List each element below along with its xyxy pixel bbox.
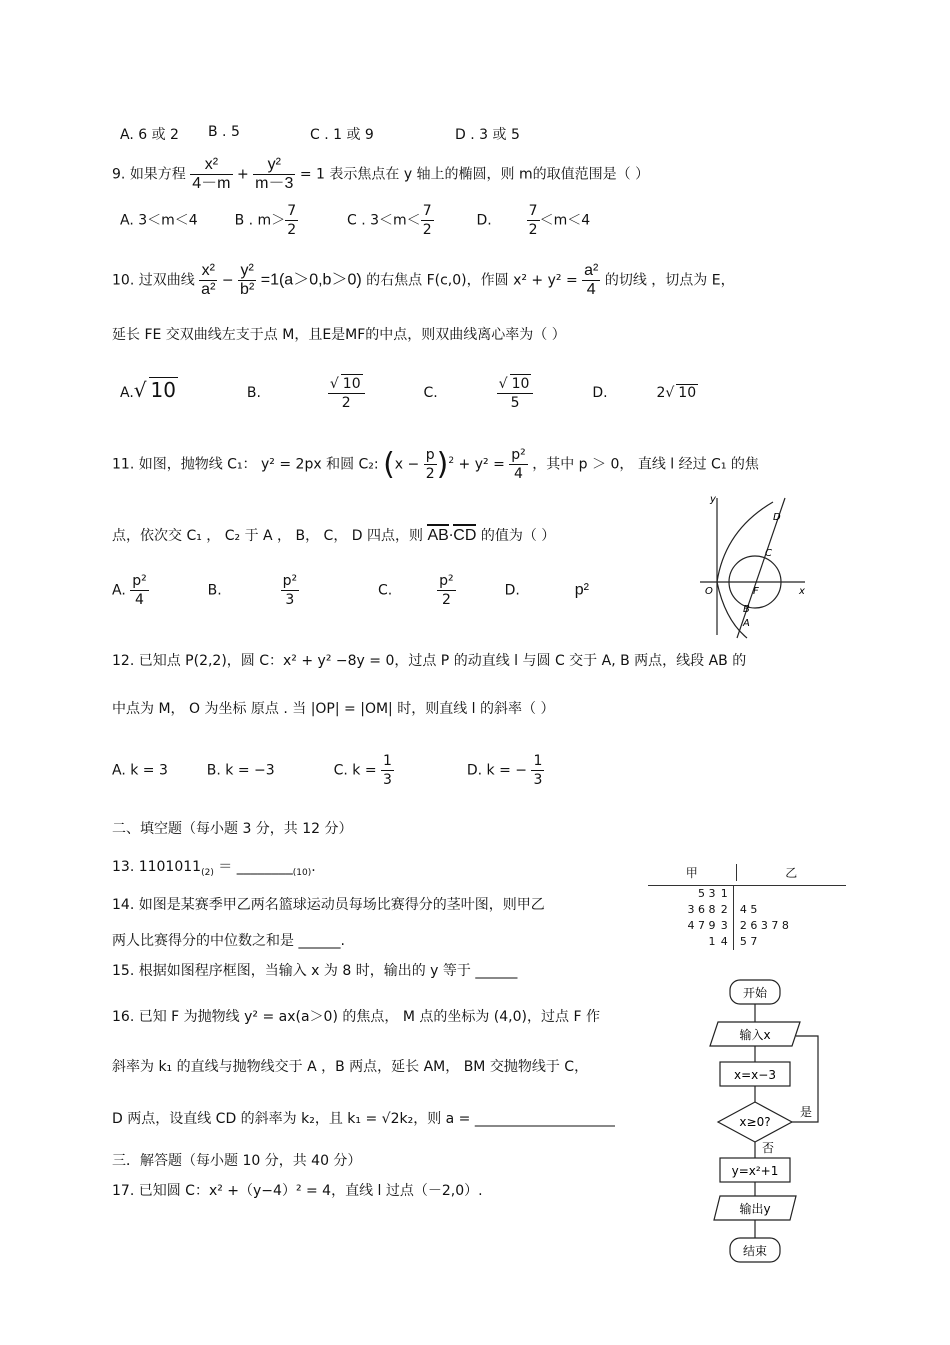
section-3-heading: 三．解答题（每小题 10 分，共 40 分） bbox=[112, 1153, 362, 1169]
stem-leaf-row bbox=[648, 934, 846, 950]
q11-options: A. $\frac{\text{p²}}{4}$ B. $\frac{\text{p²}}{3}$ C. $\frac{\text{p²}}{2}$ D. p² bbox=[112, 573, 589, 608]
q14-line1: 14. 如图是某赛季甲乙两名篮球运动员每场比赛得分的茎叶图，则甲乙 bbox=[112, 897, 545, 913]
no-label: 否 bbox=[762, 1141, 775, 1155]
stem: 1 bbox=[720, 887, 728, 900]
label-b: B bbox=[743, 604, 750, 615]
q12-line1: 12. 已知点 P(2,2)，圆 C：x² + y² −8y = 0，过点 P 的动直线 l 与圆 C 交于 A, B 两点，线段 AB 的 bbox=[112, 653, 747, 669]
q11-figure bbox=[695, 490, 810, 640]
q8-option-a: A. 6 或 2 bbox=[120, 127, 179, 143]
label-d: D bbox=[773, 512, 781, 523]
yes-label: 是 bbox=[800, 1105, 813, 1119]
condition-label: x≥0? bbox=[739, 1115, 771, 1129]
q16-line1: 16. 已知 F 为抛物线 y² = ax(a＞0) 的焦点， M 点的坐标为 (4,0)，过点 F 作 bbox=[112, 1009, 600, 1025]
right-leaves bbox=[733, 886, 846, 902]
label-f: F bbox=[753, 586, 759, 597]
stem-leaf-row bbox=[648, 886, 846, 902]
question-11: 11. 如图，抛物线 C₁： y² = 2px 和圆 C₂: (x − $\frac{p}{2}$ )$^2$ + y² = $\frac{\text{p²}}{4}$ ，其中 p ＞ 0， 直线 l 经过 C₁ 的焦 bbox=[112, 447, 759, 482]
left-leaves: 3 6 8 bbox=[687, 903, 716, 916]
right-leaves: 4 5 bbox=[733, 902, 846, 918]
stem-leaf-row bbox=[648, 902, 846, 918]
left-leaves: 5 3 bbox=[698, 887, 716, 900]
label-c: C bbox=[765, 548, 772, 559]
stem: 2 bbox=[720, 903, 728, 916]
q8-option-d: D . 3 或 5 bbox=[455, 127, 520, 143]
q12-options: A. k = 3 B. k = −3 C. k = $\frac{1}{3}$ D. k = − $\frac{1}{3}$ bbox=[112, 753, 543, 788]
section-2-heading: 二、填空题（每小题 3 分，共 12 分） bbox=[112, 821, 353, 837]
assign-label: x=x−3 bbox=[734, 1068, 776, 1082]
q11-line2: 点，依次交 C₁ ， C₂ 于 A ， B， C， D 四点，则 AB·CD 的值为（ ） bbox=[112, 524, 555, 545]
q10-line2: 延长 FE 交双曲线左支于点 M，且E是MF的中点，则双曲线离心率为（ ） bbox=[112, 327, 566, 343]
q9-options: A. 3＜m＜4 B . m＞ $\frac{7}{2}$ C . 3＜m＜ $\frac{7}{2}$ D. $\frac{7}{2}$ ＜m＜4 bbox=[120, 203, 591, 238]
program-flowchart bbox=[700, 978, 830, 1268]
question-17: 17. 已知圆 C：x² +（y−4）² = 4，直线 l 过点（－2,0）. bbox=[112, 1183, 483, 1199]
question-15: 15. 根据如图程序框图，当输入 x 为 8 时，输出的 y 等于 ______ bbox=[112, 963, 518, 979]
question-13: 13. $1101011_{(2)}$ ＝ $\_\_\_\_\_\_\_\__{(10)}$. bbox=[112, 859, 316, 878]
stem: 3 bbox=[720, 919, 728, 932]
right-leaves: 2 6 3 7 8 bbox=[733, 918, 846, 934]
label-a: A bbox=[743, 618, 750, 629]
label-o: O bbox=[705, 586, 713, 597]
right-leaves: 5 7 bbox=[733, 934, 846, 950]
stem-leaf-plot bbox=[648, 864, 846, 950]
end-label: 结束 bbox=[742, 1244, 768, 1258]
q8-option-c: C . 1 或 9 bbox=[310, 127, 374, 143]
label-x: x bbox=[799, 586, 805, 597]
stem: 4 bbox=[720, 935, 728, 948]
question-9: 9. 如果方程 $\frac{\text{x²}}{4-m}$ + $\frac{\text{y²}}{m-3}$ = 1 表示焦点在 y 轴上的椭圆，则 m的取值范围是（ ） bbox=[112, 156, 650, 192]
question-10: 10. 过双曲线 $\frac{\text{x²}}{\text{a²}}$ − $\frac{\text{y²}}{\text{b²}}$ =1(a＞0,b＞0) 的右焦点 F(c,0)，作圆 x² + y² = $\frac{\text{a²}}{4}$ 的切线 ，切点为 E， bbox=[112, 262, 735, 298]
left-leaves: 1 bbox=[708, 935, 716, 948]
left-leaves: 4 7 9 bbox=[687, 919, 716, 932]
input-label: 输入x bbox=[739, 1028, 771, 1042]
q8-option-b: B . 5 bbox=[208, 124, 240, 140]
q14-line2: 两人比赛得分的中位数之和是 ______. bbox=[112, 933, 345, 949]
output-label: 输出y bbox=[739, 1202, 771, 1216]
q10-options: A.√ 10 B. $\frac{√ 10}{2}$ C. $\frac{√ 10}{5}$ D. 2√ 10 bbox=[120, 376, 697, 411]
start-label: 开始 bbox=[742, 986, 768, 1000]
q16-line2: 斜率为 k₁ 的直线与抛物线交于 A ，B 两点，延长 AM， BM 交抛物线于 C， bbox=[112, 1059, 589, 1075]
q16-line3: D 两点，设直线 CD 的斜率为 k₂，且 k₁ = √2k₂，则 a = ____________________ bbox=[112, 1111, 615, 1127]
label-y: y bbox=[710, 494, 716, 505]
header-yi: 乙 bbox=[736, 864, 846, 881]
header-jia: 甲 bbox=[685, 866, 698, 880]
stem-leaf-row bbox=[648, 918, 846, 934]
q12-line2: 中点为 M， O 为坐标 原点 . 当 |OP| = |OM| 时，则直线 l 的斜率（ ） bbox=[112, 701, 555, 717]
calc-label: y=x²+1 bbox=[731, 1164, 779, 1178]
